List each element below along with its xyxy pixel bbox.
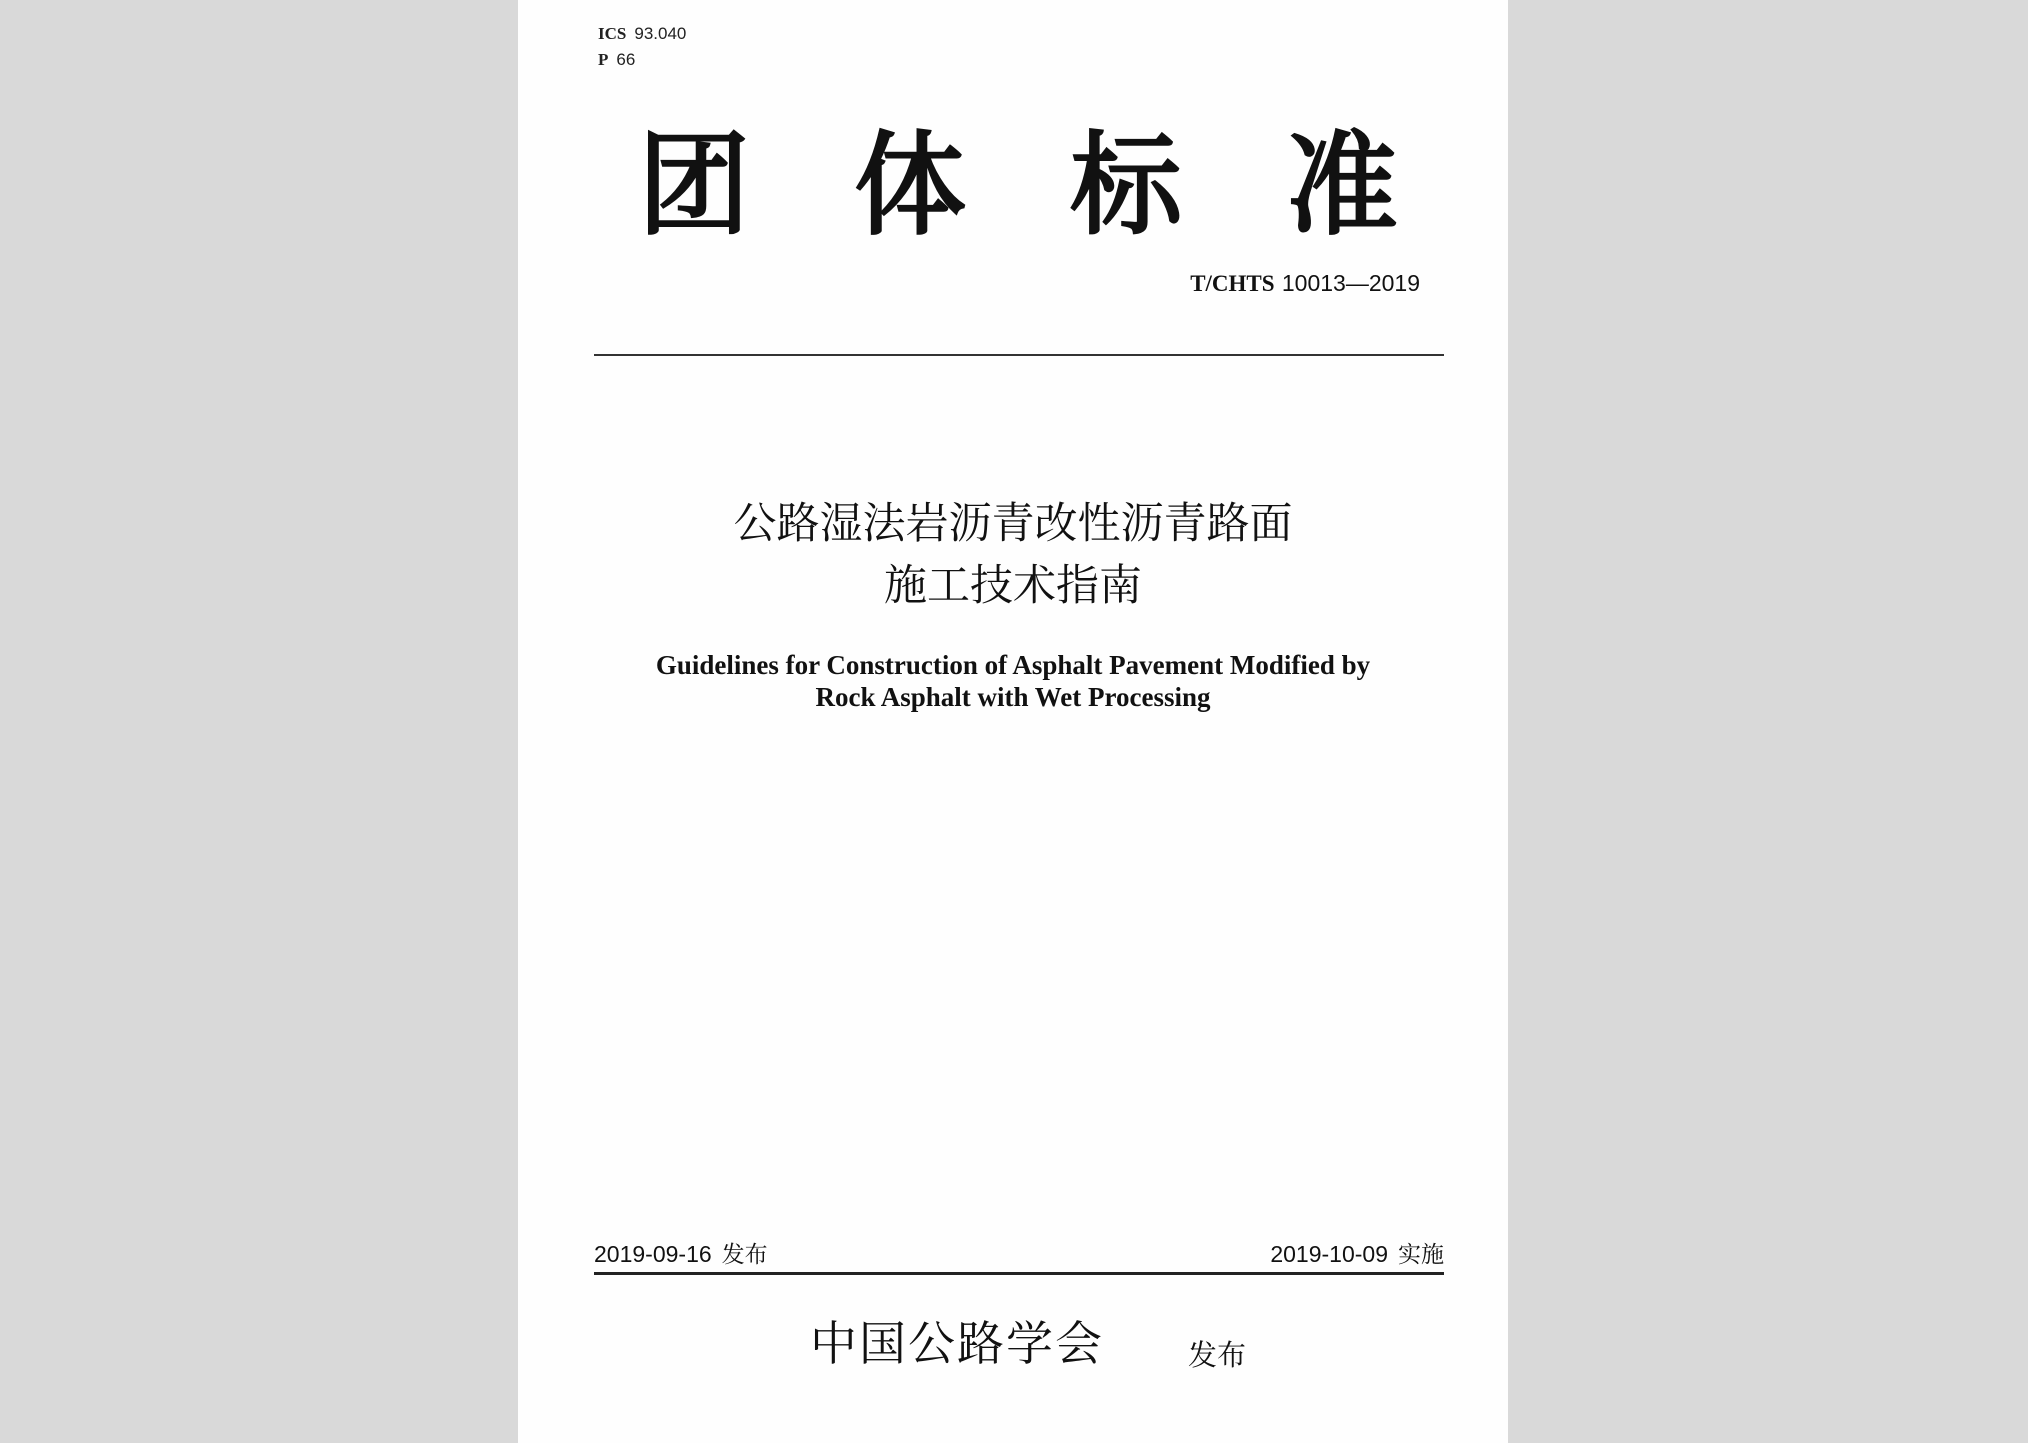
title-cn-line-1: 公路湿法岩沥青改性沥青路面	[733, 499, 1293, 549]
header-divider	[594, 354, 1444, 356]
ics-value: 93.040	[634, 24, 687, 43]
ccs-code: P	[598, 50, 609, 69]
standard-number-value: 10013—2019	[1281, 270, 1420, 296]
ics-classification	[598, 25, 686, 42]
publisher-name: 中国公路学会	[810, 1317, 1104, 1372]
ics-code: ICS	[598, 24, 627, 43]
standard-type-heading: 团体标准	[638, 121, 1502, 251]
issue-date	[594, 1243, 768, 1267]
ccs-classification	[598, 51, 635, 68]
title-en-line-2: Rock Asphalt with Wet Processing	[815, 682, 1211, 712]
title-cn-line-2: 施工技术指南	[884, 561, 1142, 611]
standard-prefix: T/CHTS	[1190, 271, 1275, 296]
ccs-value: 66	[616, 50, 636, 69]
standard-number	[1190, 272, 1420, 296]
document-page	[518, 0, 1508, 1443]
publisher-label: 发布	[1188, 1338, 1247, 1372]
implementation-date-value: 2019-10-09	[1270, 1241, 1388, 1267]
footer-divider	[594, 1272, 1444, 1275]
issue-date-label: 发布	[721, 1242, 768, 1268]
implementation-date	[1270, 1243, 1444, 1267]
title-en-line-1: Guidelines for Construction of Asphalt Pavement Modified by	[655, 650, 1371, 680]
issue-date-value: 2019-09-16	[594, 1241, 712, 1267]
implementation-date-label: 实施	[1398, 1242, 1444, 1268]
